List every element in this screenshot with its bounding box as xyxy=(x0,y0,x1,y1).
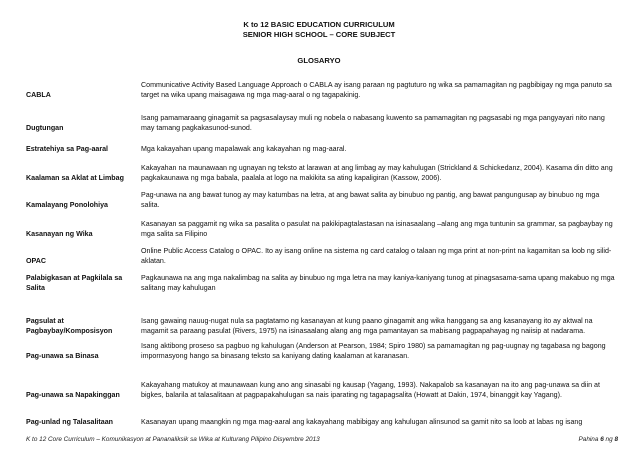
glossary-row xyxy=(26,213,618,242)
glossary-row xyxy=(26,403,618,430)
glossary-definition: Kasanayan sa paggamit ng wika sa pasalita o pasulat na pakikipagtalastasan na isinasaalang –alang ang mga tuntunin sa grammar, sa pagbaybay ng mga salita sa Filipino xyxy=(141,219,613,238)
glossary-definition: Pagkaunawa na ang mga nakalimbag na salita ay binubuo ng mga letra na may kaniya-kaniyang tunog at pinagsasama-sama upang makabuo ng mga salitang may kahulugan xyxy=(141,273,615,292)
glossary-term: Pag-unlad ng Talasalitaan xyxy=(26,417,113,426)
glossary-term: OPAC xyxy=(26,256,46,265)
glossary-row xyxy=(26,157,618,186)
glossary-term: Pagsulat at Pagbaybay/Komposisyon xyxy=(26,316,113,335)
glossary-term: Dugtungan xyxy=(26,123,64,132)
glossary-definition: Pag-unawa na ang bawat tunog ay may katumbas na letra, at ang bawat salita ay binubuo ng pantig, ang bawat pangungusap ay binubuo ng mga salita. xyxy=(141,190,600,209)
glossary-definition: Isang pamamaraang ginagamit sa pagsasalaysay muli ng nobela o nabasang kuwento sa pamamagitan ng pagsasabi ng mga pangyayari nito nang may tamang pagkakasunod-sunod. xyxy=(141,113,605,132)
footer-text: K to 12 Core Curriculum – Komunikasyon at Pananaliksik sa Wika at Kulturang Pilipino Disyembre 2013 xyxy=(26,436,320,443)
glossary-definition: Online Public Access Catalog o OPAC. Ito ay isang online na sistema ng card catalog o talaan ng mga print at non-print na kagamitan sa loob ng silid-aklatan. xyxy=(141,246,612,265)
page-label: Pahina xyxy=(578,436,599,443)
glossary-row xyxy=(26,296,618,339)
glossary-row xyxy=(26,242,618,269)
glossary-definition: Communicative Activity Based Language Approach o CABLA ay isang paraan ng pagtuturo ng wika sa pamamagitan ng pagbibigay ng mga panuto sa target na wika upang maisagawa ng mga mag-aaral o ng tagapakinig. xyxy=(141,80,612,99)
glossary-term: Palabigkasan at Pagkilala sa Salita xyxy=(26,273,123,292)
glossary-row xyxy=(26,68,618,103)
glossary-definition: Mga kakayahan upang mapalawak ang kakayahan ng mag-aaral. xyxy=(141,144,347,153)
glossary-term: CABLA xyxy=(26,90,51,99)
glossary-term: Kamalayang Ponolohiya xyxy=(26,200,108,209)
section-title: GLOSARYO xyxy=(297,56,341,65)
glossary-row xyxy=(26,136,618,157)
glossary-term: Estratehiya sa Pag-aaral xyxy=(26,144,109,153)
glossary-row xyxy=(26,339,618,364)
glossary-row xyxy=(26,186,618,213)
page-total: 8 xyxy=(614,436,618,443)
glossary-row xyxy=(26,269,618,296)
page-sep: ng xyxy=(605,436,613,443)
page-current: 6 xyxy=(600,436,604,443)
glossary-definition: Isang aktibong proseso sa pagbuo ng kahulugan (Anderson at Pearson, 1984; Spiro 1980) sa pamamagitan ng pag-uugnay ng tagabasa ng bagong impormasyong hango sa binasang teksto sa kaniyang dating kaalaman at karanasan. xyxy=(141,341,606,360)
document-header xyxy=(0,20,638,40)
glossary-definition: Kakayahang matukoy at maunawaan kung ano ang sinasabi ng kausap (Yagang, 1993). Nakapalob sa kasanayan na ito ang pag-unawa sa diin at bigkes, balarila at talasalitaan at pagpapakahulugan sa nais iparating ng tagapagsalita (Howatt at Dakin, 1974, binanggit kay Yagang). xyxy=(141,380,600,399)
page-number xyxy=(579,436,618,443)
glossary-term: Pag-unawa sa Binasa xyxy=(26,351,99,360)
glossary-definition: Kasanayan upang maangkin ng mga mag-aaral ang kakayahang mabibigay ang kahulugan alinsunod sa gamit nito sa loob at labas ng isang xyxy=(141,417,583,426)
glossary-definition: Isang gawaing nauug-nugat nula sa pagtatamo ng kasanayan at kung paano ginagamit ang wika hanggang sa ang kasanayang ito ay aktwal na magamit sa paraang pasulat (Rivers, 1975) na isinasaalang alang ang mga pamantayan sa mabisang pagpapahayag ng naiisip at nadarama. xyxy=(141,316,593,335)
glossary-term: Kaalaman sa Aklat at Limbag xyxy=(26,173,124,182)
curriculum-title: K to 12 BASIC EDUCATION CURRICULUM xyxy=(243,20,395,29)
glossary-table xyxy=(26,68,618,430)
curriculum-subtitle: SENIOR HIGH SCHOOL – CORE SUBJECT xyxy=(242,30,396,39)
glossary-row xyxy=(26,103,618,136)
glossary-term: Pag-unawa sa Napakinggan xyxy=(26,390,120,399)
glossary-row xyxy=(26,364,618,403)
glossary-term: Kasanayan ng Wika xyxy=(26,229,93,238)
glossary-definition: Kakayahan na maunawaan ng ugnayan ng teksto at larawan at ang limbag ay may kahulugan (Strickland & Schickedanz, 2004). Kasama din ditto ang pagkakaunawa ng mga babala, paalala at logo na makikita sa ating kapaligiran (Kassow, 2006). xyxy=(141,163,613,182)
